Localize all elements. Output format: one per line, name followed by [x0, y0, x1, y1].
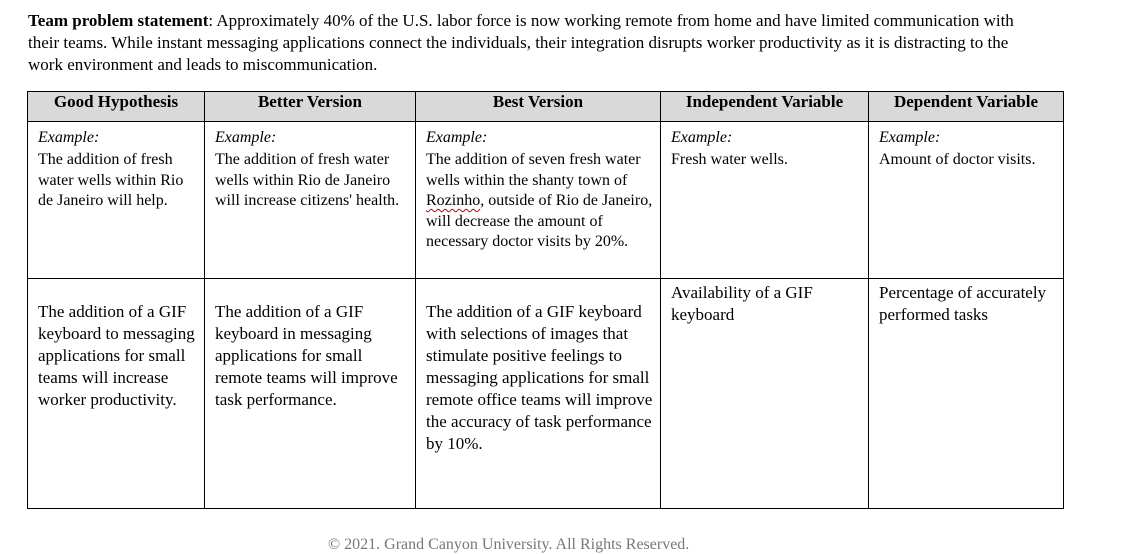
table-row [28, 122, 1064, 279]
example-label: Example: [671, 129, 733, 146]
header-better-version: Better Version [205, 92, 416, 122]
hypothesis-table [27, 91, 1064, 509]
spellcheck-flagged-word: Rozinho [426, 192, 481, 209]
best-version-text: The addition of a GIF keyboard with selections of images that stimulate positive feelings to messaging applications for small remote office teams will improve the accuracy of task performance by 10%. [426, 302, 653, 453]
example-best-text [417, 148, 659, 257]
example-label: Example: [215, 129, 277, 146]
cell-best-example [416, 122, 661, 279]
cell-best-version [416, 279, 661, 509]
better-version-text: The addition of a GIF keyboard in messaging applications for small remote teams will improve task performance. [215, 302, 398, 409]
header-best-version: Best Version [416, 92, 661, 122]
example-better-text: The addition of fresh water wells within Rio de Janeiro will increase citizens' health. [215, 151, 400, 209]
header-dependent-variable: Dependent Variable [869, 92, 1064, 122]
example-best-text-a: The addition of seven fresh water wells within the shanty town of [426, 151, 641, 189]
table-row [28, 279, 1064, 509]
header-independent-variable: Independent Variable [661, 92, 869, 122]
header-good-hypothesis: Good Hypothesis [28, 92, 205, 122]
cell-better-example [205, 122, 416, 279]
problem-statement [28, 10, 1038, 76]
header-row [28, 92, 1064, 122]
cell-independent-variable [661, 279, 869, 509]
good-hypothesis-text: The addition of a GIF keyboard to messaging applications for small teams will increase worker productivity. [38, 302, 195, 409]
cell-better-version [205, 279, 416, 509]
example-label: Example: [879, 129, 941, 146]
cell-good-example [28, 122, 205, 279]
independent-variable-text: Availability of a GIF keyboard [671, 283, 813, 324]
copyright-footer: © 2021. Grand Canyon University. All Rights Reserved. [328, 536, 690, 553]
example-label: Example: [38, 129, 100, 146]
example-independent-text: Fresh water wells. [671, 151, 788, 168]
example-label: Example: [426, 129, 488, 146]
example-good-text: The addition of fresh water wells within Rio de Janeiro will help. [38, 151, 184, 209]
dependent-variable-text: Percentage of accurately performed tasks [879, 283, 1047, 324]
statement-label: Team problem statement [28, 11, 209, 30]
cell-good-hypothesis [28, 279, 205, 509]
example-best-text-b: , outside of Rio de Janeiro, will decrease the amount of necessary doctor visits by 20%. [426, 192, 653, 250]
cell-dependent-variable [869, 279, 1064, 509]
cell-dependent-example [869, 122, 1064, 279]
cell-independent-example [661, 122, 869, 279]
statement-text: : Approximately 40% of the U.S. labor force is now working remote from home and have limited communication with their teams. While instant messaging applications connect the individuals, their integration disrupts worker productivity as it is distracting to the work environment and leads to miscommunication. [28, 11, 1014, 74]
example-dependent-text: Amount of doctor visits. [879, 151, 1036, 168]
